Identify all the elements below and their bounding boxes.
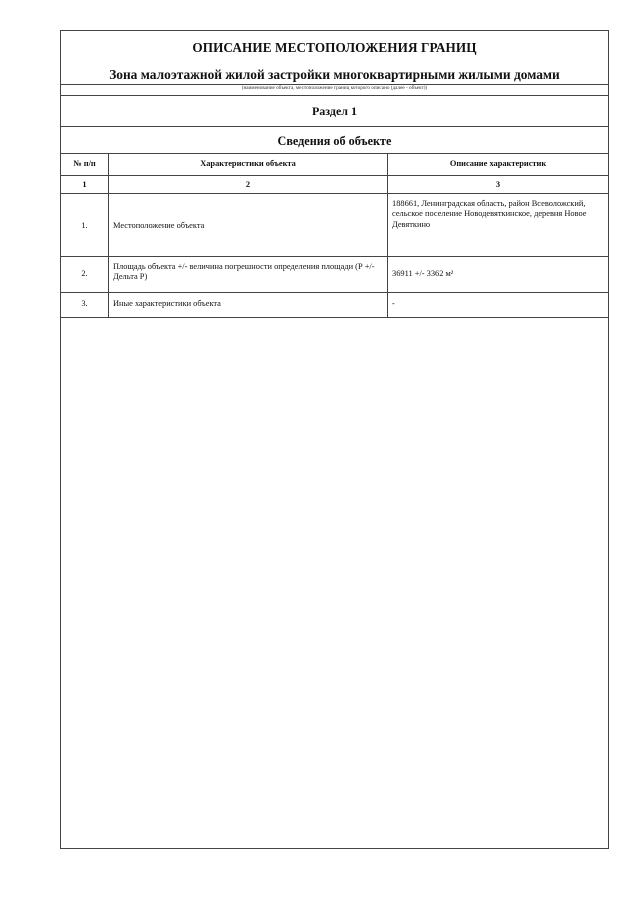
row-number: 2. bbox=[81, 269, 88, 278]
row-characteristic: Местоположение объекта bbox=[113, 221, 205, 230]
header-number: № п/п bbox=[73, 159, 96, 168]
section-title: Сведения об объекте bbox=[277, 134, 392, 148]
object-name-caption: (наименование объекта, местоположение границ которого описано (далее - объект)) bbox=[241, 85, 428, 91]
row-description: 188661, Ленинградская область, район Всеволожский, сельское поселение Новодевяткинское, деревня Новое Девяткино bbox=[392, 199, 587, 229]
section-label: Раздел 1 bbox=[311, 104, 358, 118]
column-divider bbox=[387, 153, 388, 317]
row-description: - bbox=[392, 299, 395, 308]
header-description: Описание характеристик bbox=[449, 159, 547, 168]
row-number: 3. bbox=[81, 299, 88, 308]
row-number: 1. bbox=[81, 221, 88, 230]
table-rule bbox=[61, 317, 608, 318]
column-number-3: 3 bbox=[495, 180, 501, 189]
table-rule bbox=[61, 175, 608, 176]
divider bbox=[61, 95, 608, 96]
table-rule bbox=[61, 256, 608, 257]
object-name: Зона малоэтажной жилой застройки многоквартирными жилыми домами bbox=[109, 67, 560, 82]
row-description: 36911 +/- 3362 м² bbox=[392, 269, 454, 278]
document-title: ОПИСАНИЕ МЕСТОПОЛОЖЕНИЯ ГРАНИЦ bbox=[192, 40, 477, 55]
document-frame bbox=[60, 30, 609, 849]
divider bbox=[61, 126, 608, 127]
row-characteristic: Площадь объекта +/- величина погрешности определения площади (Р +/- Дельта Р) bbox=[113, 262, 375, 282]
column-number-1: 1 bbox=[82, 180, 87, 189]
column-divider bbox=[108, 153, 109, 317]
divider bbox=[61, 153, 608, 154]
header-characteristic: Характеристики объекта bbox=[200, 159, 296, 168]
row-characteristic: Иные характеристики объекта bbox=[113, 299, 221, 308]
column-number-2: 2 bbox=[245, 180, 251, 189]
table-rule bbox=[61, 292, 608, 293]
table-rule bbox=[61, 193, 608, 194]
